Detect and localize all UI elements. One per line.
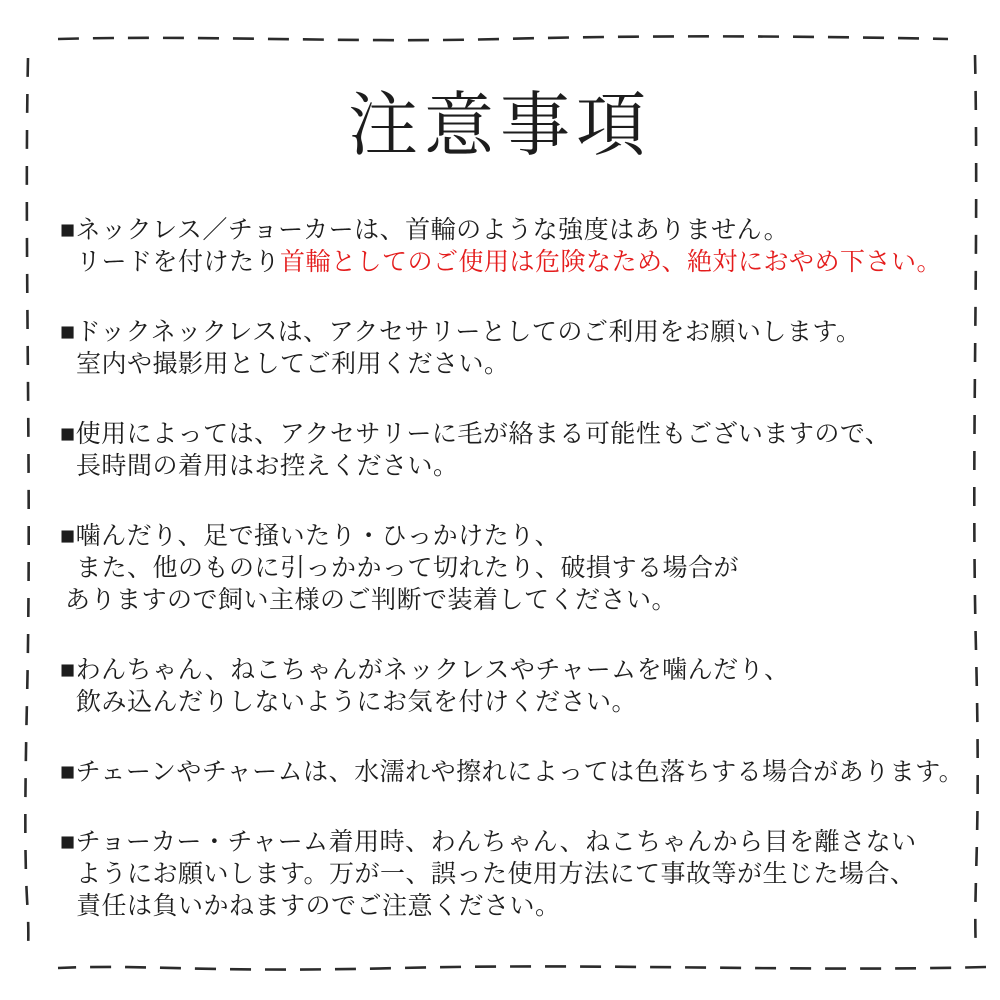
notice-line [76, 858, 980, 890]
notice-text: ■ドックネックレスは、アクセサリーとしてのご利用をお願いします。 [60, 318, 862, 346]
notice-item [60, 214, 980, 278]
notice-text: 責任は負いかねますのでご注意ください。 [76, 892, 561, 920]
notice-text: ようにお願いします。万が一、誤った使用方法にて事故等が生じた場合、 [76, 860, 916, 888]
notice-text: 長時間の着用はお控えください。 [76, 452, 459, 480]
notice-text: ■わんちゃん、ねこちゃんがネックレスやチャームを噛んだり、 [60, 656, 790, 684]
notice-item [60, 756, 980, 788]
notice-line [76, 890, 980, 922]
notice-line [60, 654, 980, 686]
notice-item [60, 826, 980, 922]
notice-text: ■ネックレス／チョーカーは、首輪のような強度はありません。 [60, 216, 790, 244]
notice-line [76, 246, 980, 278]
warning-text-red: 首輪としてのご使用は危険なため、絶対におやめ下さい。 [280, 248, 943, 276]
notice-line [60, 520, 980, 552]
border-bottom-line [58, 966, 986, 969]
notice-text: 飲み込んだりしないようにお気を付けください。 [76, 688, 638, 716]
notice-line [65, 584, 980, 616]
notice-line [76, 348, 980, 380]
notice-item [60, 654, 980, 718]
notice-text: 室内や撮影用としてご利用ください。 [76, 350, 510, 378]
notice-list [0, 214, 1000, 922]
notice-text: リードを付けたり [76, 248, 281, 276]
notice-line [60, 756, 980, 788]
notice-text: ■使用によっては、アクセサリーに毛が絡まる可能性もございますので、 [60, 420, 891, 448]
notice-text: ■チョーカー・チャーム着用時、わんちゃん、ねこちゃんから目を離さない [60, 828, 917, 856]
notice-line [76, 552, 980, 584]
notice-item [60, 418, 980, 482]
notice-line [60, 418, 980, 450]
notice-line [76, 686, 980, 718]
notice-line [60, 214, 980, 246]
page-title: 注意事項 [348, 86, 652, 164]
notice-line [60, 826, 980, 858]
notice-text: ■チェーンやチャームは、水濡れや擦れによっては色落ちする場合があります。 [60, 758, 965, 786]
notice-line [60, 316, 980, 348]
notice-text: また、他のものに引っかかって切れたり、破損する場合が [76, 554, 740, 582]
notice-text: ■噛んだり、足で掻いたり・ひっかけたり、 [60, 522, 561, 550]
notice-item [60, 520, 980, 616]
border-top-line [58, 36, 948, 40]
notice-text: ありますので飼い主様のご判断で装着してください。 [65, 586, 678, 614]
notice-item [60, 316, 980, 380]
notice-line [76, 450, 980, 482]
